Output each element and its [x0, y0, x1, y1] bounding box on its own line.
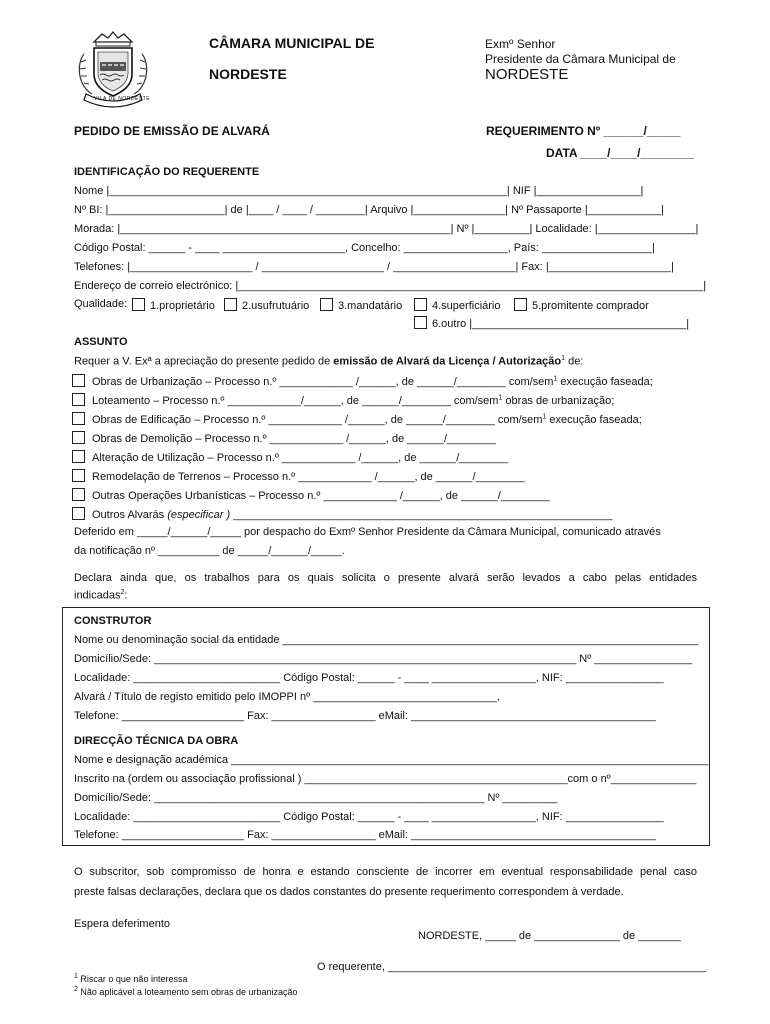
checkbox[interactable]: [414, 298, 427, 311]
assunto-item-suffix: obras de urbanização;: [502, 395, 615, 407]
checkbox[interactable]: [72, 450, 85, 463]
footnote-mark: 1: [74, 973, 78, 980]
checkbox[interactable]: [72, 507, 85, 520]
checkbox[interactable]: [224, 298, 237, 311]
construtor-contact-field[interactable]: Telefone: ____________________ Fax: _________________ eMail: ________________________________________: [74, 710, 656, 722]
council-title-line1: CÂMARA MUNICIPAL DE: [209, 35, 375, 51]
footnote-mark: 2: [120, 589, 125, 596]
declara-line1: Declara ainda que, os trabalhos para os quais solicita o presente alvará serão levados a cabo pelas entidades: [74, 572, 697, 584]
requerente-signature-field[interactable]: O requerente, ____________________________________________________: [317, 961, 707, 973]
council-title-line2: NORDESTE: [209, 66, 287, 82]
request-date-field[interactable]: [546, 146, 694, 160]
request-number-field[interactable]: REQUERIMENTO Nº ______/_____: [486, 124, 681, 138]
construtor-alvara-field[interactable]: Alvará / Título de registo emitido pelo IMOPPI nº ______________________________,: [74, 691, 500, 703]
espera-deferimento: Espera deferimento: [74, 918, 170, 930]
assunto-item-text: Obras de Urbanização – Processo n.º ____________ /______, de ______/________ com/sem: [92, 376, 554, 388]
direccao-name-field[interactable]: Nome e designação académica ______________________________________________________________________________: [74, 754, 709, 766]
assunto-item-suffix: execução faseada;: [546, 414, 642, 426]
footnote-1: [74, 973, 187, 984]
addressee-line2: Presidente da Câmara Municipal de: [485, 52, 676, 66]
declara-line2: [74, 589, 127, 602]
checkbox[interactable]: [414, 316, 427, 329]
footnote-mark: 1: [553, 375, 558, 383]
assunto-item[interactable]: [72, 374, 653, 388]
checkbox[interactable]: [72, 431, 85, 444]
addressee-line3: NORDESTE: [485, 66, 569, 83]
checkbox[interactable]: [72, 469, 85, 482]
footnote-mark: 1: [498, 394, 503, 402]
checkbox[interactable]: [132, 298, 145, 311]
qual-option-6[interactable]: [414, 316, 689, 330]
construtor-domicile-field[interactable]: Domicílio/Sede: _____________________________________________________________________ Nº ________________: [74, 653, 693, 665]
footnote-mark: 1: [561, 355, 566, 362]
email-field[interactable]: Endereço de correio electrónico: |____________________________________________________________________________|: [74, 280, 707, 292]
qualidade-label: Qualidade:: [74, 298, 128, 310]
intro-end-text: de:: [565, 355, 584, 368]
outros-line: ______________________________________________________________: [230, 509, 613, 521]
assunto-heading: ASSUNTO: [74, 336, 128, 348]
assunto-item-text: Loteamento – Processo n.º ____________/______, de ______/________ com/sem: [92, 395, 499, 407]
assunto-item[interactable]: [72, 393, 614, 407]
qual-option-label: 2.usufrutuário: [242, 300, 310, 312]
construtor-locality-field[interactable]: Localidade: ________________________ Código Postal: ______ - ____ _________________, NIF: ________________: [74, 672, 664, 684]
deferido-line2[interactable]: da notificação nº __________ de _____/______/_____.: [74, 545, 345, 557]
request-date-text: DATA ____/____/________: [546, 146, 694, 160]
qual-option-label: 5.promitente comprador: [532, 300, 649, 312]
footnote-text: Não aplicável a loteamento sem obras de urbanização: [77, 987, 298, 997]
assunto-item[interactable]: [72, 412, 642, 426]
phones-fax-field[interactable]: Telefones: |____________________ / ____________________ / ____________________| Fax: |____________________|: [74, 261, 674, 273]
postal-code-field[interactable]: Código Postal: ______ - ____ ____________________, Concelho: _________________, País: __________________|: [74, 242, 655, 254]
qual-option-3[interactable]: [320, 298, 402, 312]
qual-option-label: 1.proprietário: [150, 300, 215, 312]
assunto-item[interactable]: [72, 469, 525, 483]
construtor-heading: CONSTRUTOR: [74, 615, 152, 627]
direccao-domicile-field[interactable]: Domicílio/Sede: ______________________________________________________ Nº _________: [74, 792, 558, 804]
qual-option-5[interactable]: [514, 298, 649, 312]
name-nif-field[interactable]: Nome |_________________________________________________________________| NIF |_________________|: [74, 185, 644, 197]
addressee-line1: Exmº Senhor: [485, 37, 556, 51]
subscritor-line1: O subscritor, sob compromisso de honra e estando consciente de incorrer em eventual responsabilidade penal caso: [74, 866, 697, 878]
municipal-seal: [72, 28, 154, 110]
qual-option-label: 6.outro |___________________________________|: [432, 318, 690, 330]
assunto-item-suffix: execução faseada;: [557, 376, 653, 388]
qualidade-row: [74, 298, 127, 310]
bi-passport-field[interactable]: Nº BI: |___________________| de |____ / ____ / ________| Arquivo |_______________| Nº Passaporte |____________|: [74, 204, 664, 216]
intro-text: Requer a V. Exª a apreciação do presente pedido de: [74, 355, 334, 368]
qual-option-label: 3.mandatário: [338, 300, 403, 312]
assunto-item-text: Obras de Demolição – Processo n.º ____________ /______, de ______/________: [92, 433, 496, 445]
footnote-text: Riscar o que não interessa: [77, 974, 188, 984]
ident-heading: IDENTIFICAÇÃO DO REQUERENTE: [74, 166, 260, 178]
qual-option-4[interactable]: [414, 298, 500, 312]
qual-option-label: 4.superficiário: [432, 300, 501, 312]
checkbox[interactable]: [72, 393, 85, 406]
construtor-name-field[interactable]: Nome ou denominação social da entidade ____________________________________________________________________: [74, 634, 699, 646]
declara-end: :: [124, 589, 128, 602]
direccao-inscrito-field[interactable]: Inscrito na (ordem ou associação profissional ) ___________________________________________com o nº______________: [74, 773, 697, 785]
deferido-line1[interactable]: Deferido em _____/______/_____ por despacho do Exmº Senhor Presidente da Câmara Municipal, comunicado através: [74, 526, 661, 538]
outros-alvaras-item[interactable]: [72, 507, 613, 521]
direccao-locality-field[interactable]: Localidade: ________________________ Código Postal: ______ - ____ _________________, NIF: ________________: [74, 811, 664, 823]
declara-text: indicadas: [74, 589, 121, 602]
assunto-item-text: Obras de Edificação – Processo n.º ____________ /______, de ______/________ com/sem: [92, 414, 543, 426]
assunto-item[interactable]: [72, 488, 550, 502]
checkbox[interactable]: [72, 412, 85, 425]
assunto-item-text: Remodelação de Terrenos – Processo n.º ____________ /______, de ______/________: [92, 471, 525, 483]
qual-option-1[interactable]: [132, 298, 215, 312]
assunto-item-text: Outras Operações Urbanísticas – Processo n.º ____________ /______, de ______/________: [92, 490, 550, 502]
assunto-item[interactable]: [72, 450, 508, 464]
assunto-intro: [74, 355, 583, 368]
address-field[interactable]: Morada: |______________________________________________________| Nº |_________| Localidade: |________________|: [74, 223, 699, 235]
outros-italic: (especificar ): [167, 509, 231, 521]
qual-option-2[interactable]: [224, 298, 309, 312]
footnote-2: [74, 986, 298, 997]
subscritor-line2: preste falsas declarações, declara que os dados constantes do presente requerimento correspondem à verdade.: [74, 886, 624, 898]
place-date-field[interactable]: NORDESTE, _____ de ______________ de _______: [418, 930, 681, 942]
direccao-contact-field[interactable]: Telefone: ____________________ Fax: _________________ eMail: ________________________________________: [74, 829, 656, 841]
checkbox[interactable]: [514, 298, 527, 311]
seal-text: VILA DE NORDESTE: [94, 96, 151, 102]
assunto-item[interactable]: [72, 431, 496, 445]
footnote-mark: 2: [74, 986, 78, 993]
checkbox[interactable]: [320, 298, 333, 311]
assunto-item-text: Alteração de Utilização – Processo n.º ____________ /______, de ______/________: [92, 452, 509, 464]
direccao-heading: DIRECÇÃO TÉCNICA DA OBRA: [74, 735, 239, 747]
footnote-mark: 1: [542, 413, 547, 421]
form-title: PEDIDO DE EMISSÃO DE ALVARÁ: [74, 124, 270, 138]
checkbox[interactable]: [72, 488, 85, 501]
intro-bold-text: emissão de Alvará da Licença / Autorização: [333, 355, 562, 368]
checkbox[interactable]: [72, 374, 85, 387]
outros-label: Outros Alvarás: [92, 509, 168, 521]
